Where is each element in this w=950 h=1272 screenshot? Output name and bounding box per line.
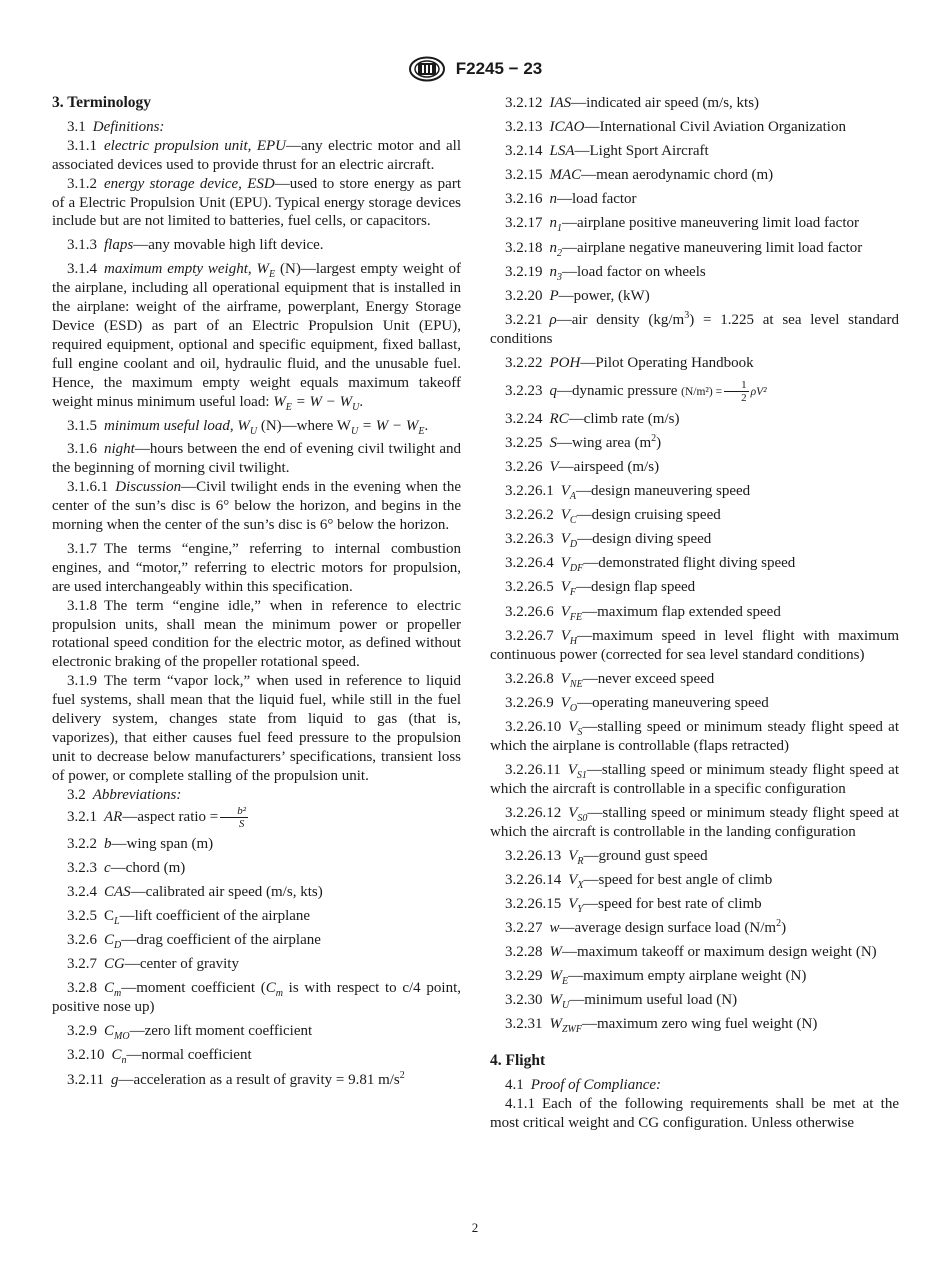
abbreviation-3-2-10: 3.2.10 $C_n—normal$ coefficient [67,1047,252,1067]
abbreviation-3-2-15: 3.2.15 MAC—mean aerodynamic chord (m) [505,167,774,184]
abbreviation-3-2-22: 3.2.22 POH—Pilot Operating Handbook [505,354,754,371]
paragraph-4-1: 4.1 Proof of Compliance: [505,1077,662,1094]
abbreviation-3-2-26-14: 3.2.26.14 $V_X—speed$ for best angle of climb [505,871,773,891]
abbreviation-3-2-27: 3.2.27 w—average design surface load $(N/m^2)$ [505,918,787,937]
paragraph-3-1-8: 3.1.8 The term “engine idle,” when in reference to electric propulsion units, shall mean the minimum power or propeller rotational speed condition for the electric motor, as defined without electronic braking of the propeller rotational speed. [52,597,461,671]
abbreviation-3-2-26-1: 3.2.26.1 $V_A—design$ maneuvering speed [505,483,751,503]
abbreviation-3-2-26-9: 3.2.26.9 $V_O—operating$ maneuvering speed [505,694,769,714]
abbreviation-3-2-26: 3.2.26 V—airspeed (m/s) [505,458,660,475]
abbreviation-3-2-9: 3.2.9 $C_{MO}—zero$ lift moment coefficient [67,1023,313,1043]
page-number: 2 [471,1220,479,1235]
abbreviation-3-2-26-3: 3.2.26.3 $V_D—design$ diving speed [505,531,712,551]
abbreviation-3-2-14: 3.2.14 LSA—Light Sport Aircraft [505,143,709,160]
abbreviation-3-2-26-8: 3.2.26.8 $V_{NE}—never$ exceed speed [505,670,715,690]
abbreviation-3-2-2: 3.2.2 b—wing span (m) [67,835,214,852]
abbreviation-3-2-5: 3.2.5 $C_L—lift$ coefficient of the airplane [67,908,311,928]
abbreviation-3-2-26-10: 3.2.26.10 $V_S—stalling$ speed or minimum steady flight speed at which the airplane is controllable (flaps retracted) [490,718,899,754]
abbreviation-3-2-26-15: 3.2.26.15 $V_Y—speed$ for best rate of climb [505,895,762,915]
paragraph-3-1-7: 3.1.7 The terms “engine,” referring to internal combustion engines, and “motor,” referring to electric motors for propulsion, are used interchangeably within this specification. [52,540,461,595]
paragraph-3-1-6-1: 3.1.6.1 Discussion—Civil twilight ends in the evening when the center of the sun’s disc is 6° below the horizon, and begins in the morning when the center of the sun’s disc is 6° below the horizon. [52,479,461,534]
abbreviation-3-2-16: 3.2.16 n—load factor [505,191,637,208]
abbreviation-3-2-3: 3.2.3 c—chord (m) [67,859,186,876]
abbreviation-3-2-13: 3.2.13 ICAO—International Civil Aviation Organization [505,119,846,136]
abbreviation-3-2-21: 3.2.21 ρ—air density $(kg/m^3) = 1.225$ at sea level standard conditions [490,309,899,347]
paragraph-3-1-6: 3.1.6 night—hours between the end of evening civil twilight and the beginning of morning civil twilight. [52,441,461,477]
paragraph-3-1: 3.1 Definitions: [67,118,165,135]
section-heading: 3. Terminology [52,94,152,111]
page-header [0,56,950,82]
abbreviation-3-2-26-6: 3.2.26.6 $V_{FE}—maximum$ flap extended speed [505,603,781,623]
abbreviation-3-2-11: 3.2.11 g—acceleration as a result of gravity = 9.81 $m/s^2$ [67,1069,405,1088]
section-heading: 4. Flight [490,1052,546,1070]
abbreviation-3-2-8: 3.2.8 $C_m—moment$ coefficient ($C_m$ is with respect to c/4 point, positive nose up) [52,980,461,1016]
fraction: $\frac{\text{b²}}{S}$ [220,805,248,830]
abbreviation-3-2-4: 3.2.4 CAS—calibrated air speed (m/s, kts) [67,884,323,900]
paragraph-3-1-9: 3.1.9 The term “vapor lock,” when used in reference to liquid fuel systems, shall mean that the liquid fuel, while still in the fuel delivery system, changes state from liquid to gas (that is, vaporizes), that either causes fuel feed pressure to the propulsion unit to decrease below manufacturers’ specifications, transient loss of power, or complete stalling of the propulsion unit. [52,673,461,784]
paragraph-3-2: 3.2 Abbreviations: [67,786,182,803]
abbreviation-3-2-19: 3.2.19 $n_3—load$ factor on wheels [505,263,706,283]
paragraph-3-1-4: 3.1.4 maximum empty weight, $W_E$ (N)—largest empty weight of the airplane, including all operational equipment that is installed in the airplane: weight of the airframe, powerplant, Energy Storage Device (ESD) as part of an Electric Propulsion Unit (EPU), required equipment, optional and specific equipment, fixed ballast, full engine coolant and oil, hydraulic fluid, and the unusable fuel. Hence, the maximum empty weight equals maximum takeoff weight minus minimum useful load: $W_E = W - W_U$. [52,261,461,413]
abbreviation-3-2-29: 3.2.29 $W_E—maximum$ empty airplane weight (N) [505,968,807,988]
abbreviation-3-2-30: 3.2.30 $W_U—minimum$ useful load (N) [505,992,738,1012]
paragraph-4-1-1: 4.1.1 Each of the following requirements shall be met at the most critical weight and CG configuration. Unless otherwise [490,1096,899,1132]
abbreviation-3-2-26-2: 3.2.26.2 $V_C—design$ cruising speed [505,507,721,527]
right-column [490,94,899,1133]
abbreviation-3-2-12: 3.2.12 IAS—indicated air speed (m/s, kts) [505,95,760,111]
abbreviation-3-2-26-5: 3.2.26.5 $V_F—design$ flap speed [505,579,696,599]
paragraph-3-1-1: 3.1.1 electric propulsion unit, EPU—any electric motor and all associated devices used to provide thrust for an electric aircraft. [52,137,461,173]
abbreviation-3-2-6: 3.2.6 $C_D—drag$ coefficient of the airplane [67,932,321,952]
left-column [52,94,461,1095]
abbreviation-3-2-17: 3.2.17 $n_1—airplane$ positive maneuvering limit load factor [505,215,859,235]
abbreviation-3-2-18: 3.2.18 $n_2—airplane$ negative maneuvering limit load factor [505,239,863,259]
abbreviation-3-2-25: 3.2.25 S—wing area $(m^2)$ [505,432,662,451]
abbreviation-3-2-7: 3.2.7 CG—center of gravity [67,956,239,973]
document-id: F2245 − 23 [455,59,543,78]
paragraph-3-1-5: 3.1.5 minimum useful load, $W_U$ (N)—where $W_U = W - W_E$. [67,417,429,437]
abbreviation-3-2-31: 3.2.31 $W_{ZWF}—maximum$ zero wing fuel weight (N) [505,1016,818,1036]
abbreviation-3-2-26-7: 3.2.26.7 $V_H—maximum$ speed in level flight with maximum continuous power (corrected for sea level standard conditions) [490,627,899,663]
abbreviation-3-2-26-11: 3.2.26.11 $V_{S1}—stalling$ speed or minimum steady flight speed at which the aircraft is controllable in a specific configuration [490,761,899,797]
astm-logo-icon [408,56,446,82]
abbreviation-3-2-26-4: 3.2.26.4 $V_{DF}—demonstrated$ flight diving speed [505,555,796,575]
fraction: $\frac{1}{2}$ [724,379,749,404]
abbreviation-3-2-28: 3.2.28 W—maximum takeoff or maximum design weight (N) [505,944,877,961]
paragraph-3-1-2: 3.1.2 energy storage device, ESD—used to store energy as part of a Electric Propulsion Unit (EPU). Typical energy storage devices include but are not limited to batteries, fuel cells, or capacitors. [52,175,461,230]
abbreviation-3-2-26-13: 3.2.26.13 $V_R—ground$ gust speed [505,847,708,867]
paragraph-3-1-3: 3.1.3 flaps—any movable high lift device. [67,237,324,254]
abbreviation-3-2-24: 3.2.24 RC—climb rate (m/s) [505,410,680,427]
abbreviation-3-2-20: 3.2.20 P—power, (kW) [505,287,650,304]
abbreviation-3-2-26-12: 3.2.26.12 $V_{S0}—stalling$ speed or minimum steady flight speed at which the aircraft is controllable in the landing configuration [490,804,899,840]
abbreviation-3-2-23: 3.2.23 q—dynamic pressure (N/m²) = $\frac{1}{2}$ ρV² [505,378,767,404]
abbreviation-3-2-1: 3.2.1 AR—aspect ratio = $\frac{\text{b²}}{S}$ [67,804,247,830]
